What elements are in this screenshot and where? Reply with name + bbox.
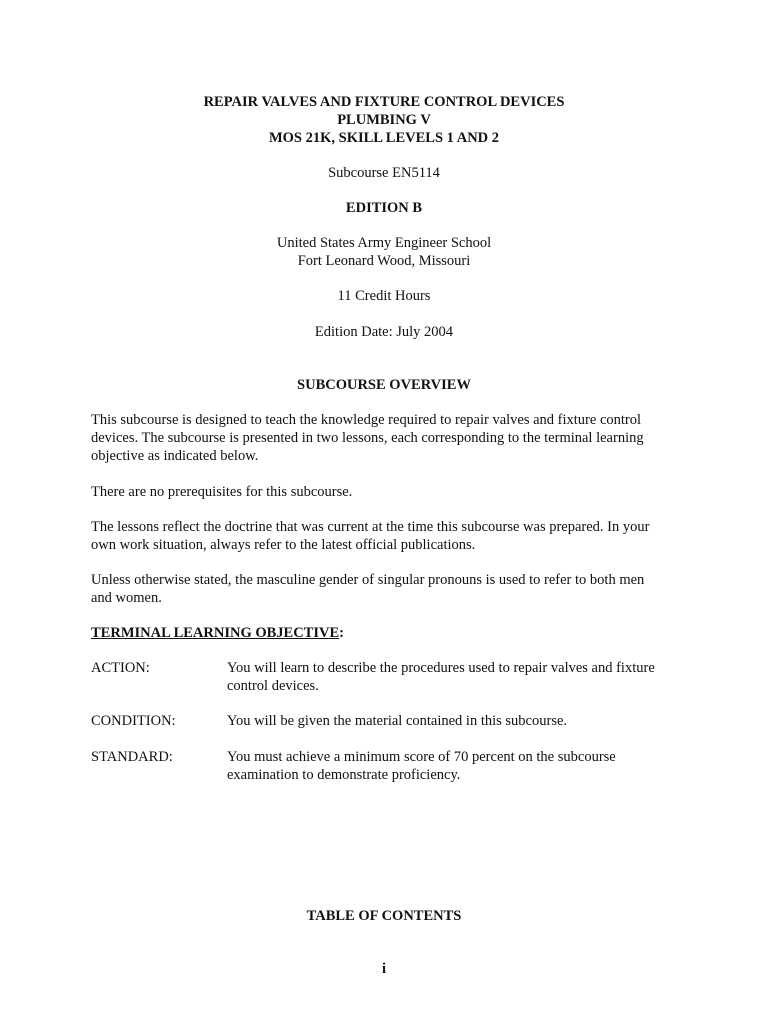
paragraph-line: and women.: [91, 590, 162, 606]
standard-line: examination to demonstrate proficiency.: [227, 767, 461, 783]
condition-text: You will be given the material contained in this subcourse.: [227, 713, 568, 729]
school-location: Fort Leonard Wood, Missouri: [297, 253, 471, 269]
action-text: [227, 659, 697, 695]
toc-heading: TABLE OF CONTENTS: [306, 908, 462, 924]
edition: EDITION B: [345, 200, 423, 216]
edition-date: Edition Date: July 2004: [314, 324, 454, 340]
paragraph-line: This subcourse is designed to teach the knowledge required to repair valves and fixture control: [91, 412, 642, 428]
credit-hours: 11 Credit Hours: [337, 288, 431, 304]
standard-line: You must achieve a minimum score of 70 percent on the subcourse: [227, 749, 616, 765]
overview-paragraph-2: There are no prerequisites for this subcourse.: [91, 484, 353, 500]
title-line-3: MOS 21K, SKILL LEVELS 1 AND 2: [268, 130, 500, 146]
action-line: You will learn to describe the procedures used to repair valves and fixture: [227, 660, 655, 676]
tlo-heading-text: TERMINAL LEARNING OBJECTIVE: [91, 625, 340, 641]
condition-label: CONDITION:: [91, 713, 176, 729]
title-line-1: REPAIR VALVES AND FIXTURE CONTROL DEVICES: [203, 94, 565, 110]
tlo-heading: [91, 624, 344, 642]
action-label: ACTION:: [91, 660, 150, 676]
overview-paragraph-1: [91, 411, 691, 465]
paragraph-line: Unless otherwise stated, the masculine gender of singular pronouns is used to refer to both men: [91, 572, 645, 588]
subcourse-number: Subcourse EN5114: [328, 165, 440, 181]
paragraph-line: objective as indicated below.: [91, 448, 259, 464]
standard-text: [227, 748, 697, 784]
standard-label: STANDARD:: [91, 749, 173, 765]
paragraph-line: own work situation, always refer to the latest official publications.: [91, 537, 476, 553]
page-number: i: [381, 961, 387, 977]
overview-paragraph-4: [91, 571, 691, 607]
paragraph-line: devices. The subcourse is presented in two lessons, each corresponding to the terminal learning: [91, 430, 644, 446]
school-name: United States Army Engineer School: [276, 235, 492, 251]
overview-heading: SUBCOURSE OVERVIEW: [297, 377, 471, 393]
overview-paragraph-3: [91, 518, 691, 554]
action-line: control devices.: [227, 678, 319, 694]
tlo-heading-colon: :: [339, 625, 345, 641]
title-line-2: PLUMBING V: [337, 112, 431, 128]
paragraph-line: The lessons reflect the doctrine that was current at the time this subcourse was prepared. In your: [91, 519, 650, 535]
